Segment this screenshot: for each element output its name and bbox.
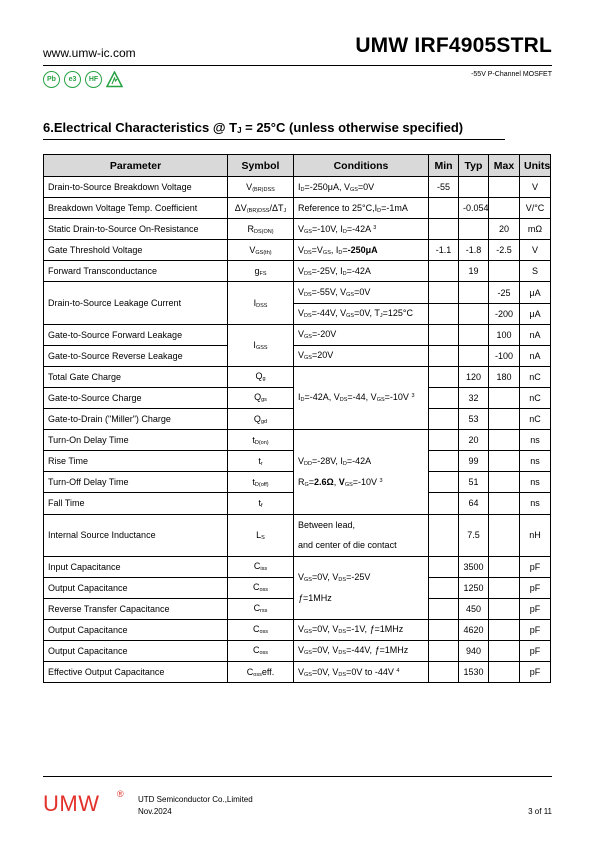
typ-cell: 20 [459,430,489,451]
website-url[interactable]: www.umw-ic.com [43,46,136,60]
table-row [44,261,551,282]
unit-cell: μA [520,282,551,303]
symbol-cell: Qgd [228,409,294,430]
typ-cell: 120 [459,366,489,387]
typ-cell: 7.5 [459,514,489,556]
conditions-cell: VGS=0V, VDS=-25V ƒ=1MHz [294,556,429,619]
typ-cell [459,345,489,366]
symbol-cell: Coss [228,577,294,598]
max-cell [489,430,520,451]
unit-cell: nA [520,345,551,366]
table-row [44,640,551,661]
max-cell [489,261,520,282]
parameter-cell: Gate-to-Source Charge [44,387,228,408]
parameter-cell: Total Gate Charge [44,366,228,387]
section-underline [43,139,505,140]
symbol-cell: Coss [228,640,294,661]
unit-cell: S [520,261,551,282]
conditions-cell: VGS=20V [294,345,429,366]
symbol-cell: Cosseff. [228,661,294,682]
typ-cell: 19 [459,261,489,282]
parameter-cell: Output Capacitance [44,577,228,598]
unit-cell: μA [520,303,551,324]
typ-cell: 1530 [459,661,489,682]
symbol-cell: Ciss [228,556,294,577]
unit-cell: mΩ [520,219,551,240]
min-cell [429,556,459,577]
max-cell [489,661,520,682]
parameter-cell: Effective Output Capacitance [44,661,228,682]
conditions-cell: Between lead, and center of die contact [294,514,429,556]
parameter-cell: Output Capacitance [44,619,228,640]
max-cell: 180 [489,366,520,387]
umw-logo: UMW [43,791,100,816]
min-cell [429,514,459,556]
conditions-cell: VDS=-25V, ID=-42A [294,261,429,282]
symbol-cell: IGSS [228,324,294,366]
symbol-cell: V(BR)DSS [228,177,294,198]
document-date: Nov.2024 [138,807,172,816]
table-row [44,282,551,303]
typ-cell: 64 [459,493,489,514]
min-cell [429,219,459,240]
unit-cell: ns [520,493,551,514]
parameter-cell: Forward Transconductance [44,261,228,282]
part-number-title: UMW IRF4905STRL [355,34,552,57]
min-cell [429,619,459,640]
electrical-characteristics-table [43,154,551,683]
typ-cell: 1250 [459,577,489,598]
max-cell [489,556,520,577]
min-cell [429,493,459,514]
conditions-cell: VGS=0V, VDS=-1V, ƒ=1MHz [294,619,429,640]
table-row [44,198,551,219]
min-cell [429,261,459,282]
column-header-symbol: Symbol [228,155,294,177]
max-cell [489,514,520,556]
symbol-cell: tf [228,493,294,514]
registered-mark: ® [117,789,124,799]
parameter-cell: Breakdown Voltage Temp. Coefficient [44,198,228,219]
max-cell: -25 [489,282,520,303]
typ-cell: 3500 [459,556,489,577]
unit-cell: V [520,177,551,198]
max-cell [489,598,520,619]
parameter-cell: Turn-Off Delay Time [44,472,228,493]
symbol-cell: ΔV(BR)DSS/ΔTJ [228,198,294,219]
parameter-cell: Internal Source Inductance [44,514,228,556]
symbol-cell: tD(on) [228,430,294,451]
conditions-cell: VGS=-20V [294,324,429,345]
parameter-cell: Gate-to-Source Reverse Leakage [44,345,228,366]
symbol-cell: LS [228,514,294,556]
company-name: UTD Semiconductor Co.,Limited [138,795,253,804]
min-cell [429,409,459,430]
page-number: 3 of 11 [528,807,552,816]
symbol-cell: RDS(ON) [228,219,294,240]
min-cell [429,387,459,408]
max-cell: -2.5 [489,240,520,261]
table-row [44,366,551,387]
conditions-cell: VDS=VGS, ID=-250μA [294,240,429,261]
symbol-cell: tD(off) [228,472,294,493]
table-header-row [44,155,551,177]
table-row [44,324,551,345]
unit-cell: pF [520,577,551,598]
min-cell [429,366,459,387]
max-cell: 100 [489,324,520,345]
max-cell [489,177,520,198]
parameter-cell: Gate-to-Drain ("Miller") Charge [44,409,228,430]
min-cell [429,303,459,324]
typ-cell: 450 [459,598,489,619]
part-description: -55V P-Channel MOSFET [471,71,552,78]
min-cell [429,324,459,345]
table-row [44,661,551,682]
unit-cell: ns [520,430,551,451]
conditions-cell: VGS=0V, VDS=0V to -44V $^4$ [294,661,429,682]
table-row [44,556,551,577]
pb-free-icon: Pb [43,71,60,88]
e3-icon: e3 [64,71,81,88]
parameter-cell: Rise Time [44,451,228,472]
symbol-cell: VGS(th) [228,240,294,261]
min-cell [429,430,459,451]
certification-icons [43,71,123,88]
typ-cell: 940 [459,640,489,661]
unit-cell: ns [520,451,551,472]
typ-cell: 51 [459,472,489,493]
unit-cell: pF [520,598,551,619]
max-cell [489,409,520,430]
header-divider [43,65,552,66]
min-cell: -1.1 [429,240,459,261]
unit-cell: V [520,240,551,261]
table-row [44,514,551,556]
conditions-cell: Reference to 25°C,ID=-1mA [294,198,429,219]
min-cell [429,640,459,661]
column-header-units: Units [520,155,551,177]
min-cell [429,451,459,472]
table-row [44,219,551,240]
min-cell [429,282,459,303]
unit-cell: pF [520,661,551,682]
parameter-cell: Gate Threshold Voltage [44,240,228,261]
max-cell [489,387,520,408]
column-header-min: Min [429,155,459,177]
unit-cell: nC [520,387,551,408]
typ-cell [459,177,489,198]
typ-cell: 4620 [459,619,489,640]
symbol-cell: Qgs [228,387,294,408]
parameter-cell: Turn-On Delay Time [44,430,228,451]
typ-cell: 99 [459,451,489,472]
typ-cell: -1.8 [459,240,489,261]
table-row [44,430,551,451]
typ-cell [459,303,489,324]
min-cell [429,345,459,366]
unit-cell: pF [520,619,551,640]
column-header-max: Max [489,155,520,177]
symbol-cell: Coss [228,619,294,640]
parameter-cell: Output Capacitance [44,640,228,661]
column-header-parameter: Parameter [44,155,228,177]
max-cell [489,577,520,598]
parameter-cell: Reverse Transfer Capacitance [44,598,228,619]
unit-cell: nC [520,366,551,387]
typ-cell [459,282,489,303]
symbol-cell: gFS [228,261,294,282]
conditions-cell: VGS=-10V, ID=-42A $^3$ [294,219,429,240]
column-header-conditions: Conditions [294,155,429,177]
max-cell [489,451,520,472]
max-cell: -200 [489,303,520,324]
max-cell: 20 [489,219,520,240]
typ-cell [459,324,489,345]
parameter-cell: Static Drain-to-Source On-Resistance [44,219,228,240]
typ-cell: 32 [459,387,489,408]
min-cell [429,661,459,682]
section-title: 6.Electrical Characteristics @ TJ = 25°C (unless otherwise specified) [43,120,464,135]
parameter-cell: Input Capacitance [44,556,228,577]
unit-cell: nC [520,409,551,430]
max-cell [489,472,520,493]
min-cell: -55 [429,177,459,198]
min-cell [429,577,459,598]
unit-cell: ns [520,472,551,493]
parameter-cell: Drain-to-Source Breakdown Voltage [44,177,228,198]
unit-cell: nA [520,324,551,345]
max-cell [489,619,520,640]
esd-sensitive-icon [106,71,123,88]
symbol-cell: Qg [228,366,294,387]
table-row [44,240,551,261]
parameter-cell: Gate-to-Source Forward Leakage [44,324,228,345]
max-cell: -100 [489,345,520,366]
footer-divider [43,776,552,777]
unit-cell: nH [520,514,551,556]
parameter-cell: Fall Time [44,493,228,514]
max-cell [489,198,520,219]
symbol-cell: tr [228,451,294,472]
symbol-cell: IDSS [228,282,294,324]
symbol-cell: Crss [228,598,294,619]
max-cell [489,640,520,661]
table-row [44,177,551,198]
column-header-typ: Typ [459,155,489,177]
typ-cell: -0.054 [459,198,489,219]
parameter-cell: Drain-to-Source Leakage Current [44,282,228,324]
min-cell [429,472,459,493]
min-cell [429,198,459,219]
unit-cell: pF [520,556,551,577]
conditions-cell: VDS=-55V, VGS=0V [294,282,429,303]
table-row [44,345,551,366]
conditions-cell: VGS=0V, VDS=-44V, ƒ=1MHz [294,640,429,661]
min-cell [429,598,459,619]
unit-cell: pF [520,640,551,661]
conditions-cell: VDS=-44V, VGS=0V, TJ=125°C [294,303,429,324]
typ-cell: 53 [459,409,489,430]
conditions-cell: ID=-250μA, VGS=0V [294,177,429,198]
conditions-cell: VDD=-28V, ID=-42A RG=2.6Ω, VGS=-10V $^3$ [294,430,429,514]
conditions-cell: ID=-42A, VDS=-44, VGS=-10V $^3$ [294,366,429,429]
max-cell [489,493,520,514]
halogen-free-icon: HF [85,71,102,88]
table-row [44,619,551,640]
typ-cell [459,219,489,240]
unit-cell: V/°C [520,198,551,219]
